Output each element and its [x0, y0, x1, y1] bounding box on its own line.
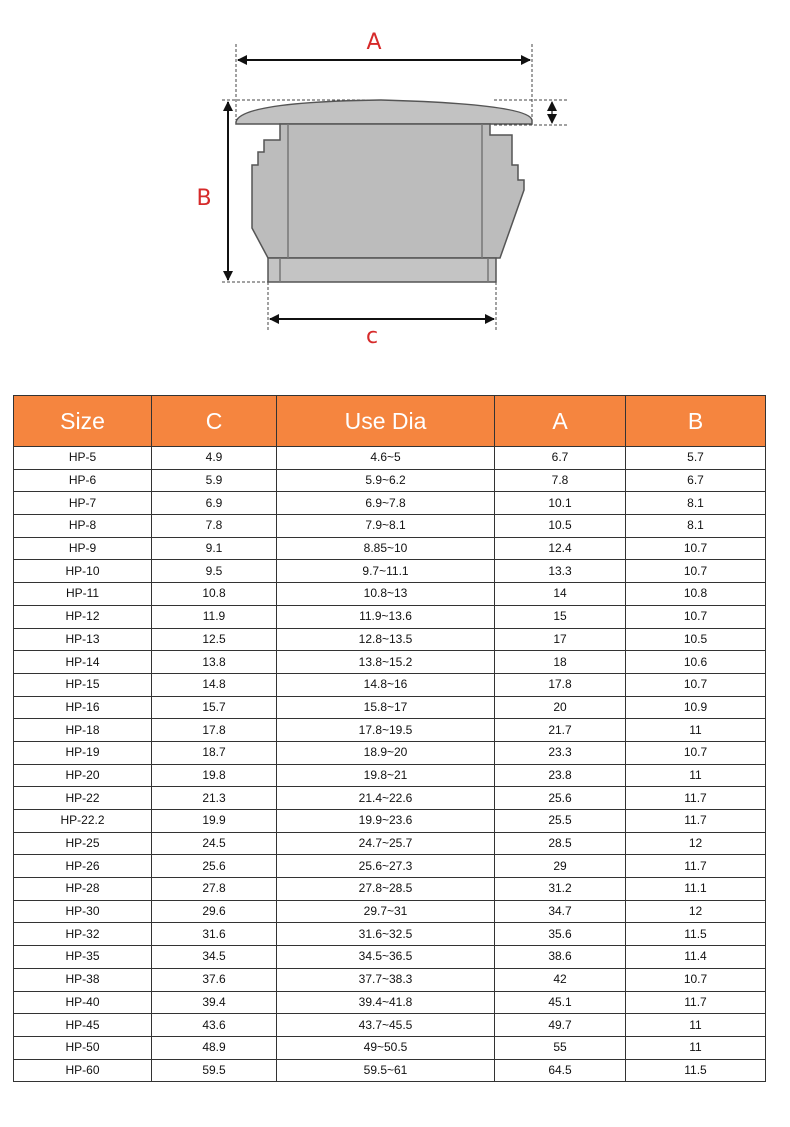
c-cell: 48.9 [152, 1036, 277, 1059]
size-cell: HP-12 [14, 605, 152, 628]
b-cell: 8.1 [626, 515, 766, 538]
c-cell: 6.9 [152, 492, 277, 515]
a-cell: 64.5 [495, 1059, 626, 1082]
a-cell: 23.3 [495, 741, 626, 764]
table-row [14, 1059, 766, 1082]
a-cell: 10.1 [495, 492, 626, 515]
b-cell: 12 [626, 832, 766, 855]
size-cell: HP-20 [14, 764, 152, 787]
table-row [14, 515, 766, 538]
b-cell: 10.7 [626, 673, 766, 696]
a-cell: 49.7 [495, 1014, 626, 1037]
a-cell: 55 [495, 1036, 626, 1059]
table-row [14, 583, 766, 606]
b-cell: 10.7 [626, 605, 766, 628]
table-header-row [14, 396, 766, 447]
size-cell: HP-13 [14, 628, 152, 651]
b-cell: 11.7 [626, 787, 766, 810]
a-cell: 42 [495, 968, 626, 991]
use-dia-cell: 7.9~8.1 [277, 515, 495, 538]
size-cell: HP-10 [14, 560, 152, 583]
c-cell: 34.5 [152, 946, 277, 969]
table-row [14, 832, 766, 855]
use-dia-cell: 34.5~36.5 [277, 946, 495, 969]
a-cell: 25.5 [495, 810, 626, 833]
size-cell: HP-7 [14, 492, 152, 515]
table-row [14, 968, 766, 991]
use-dia-cell: 25.6~27.3 [277, 855, 495, 878]
table-row [14, 447, 766, 470]
b-cell: 10.9 [626, 696, 766, 719]
a-cell: 15 [495, 605, 626, 628]
use-dia-cell: 59.5~61 [277, 1059, 495, 1082]
c-cell: 4.9 [152, 447, 277, 470]
a-cell: 45.1 [495, 991, 626, 1014]
size-spec-table [13, 395, 766, 1082]
use-dia-cell: 18.9~20 [277, 741, 495, 764]
b-cell: 11.1 [626, 878, 766, 901]
b-cell: 10.7 [626, 560, 766, 583]
a-cell: 31.2 [495, 878, 626, 901]
dimension-c-label: c [365, 324, 379, 349]
c-cell: 19.9 [152, 810, 277, 833]
use-dia-cell: 43.7~45.5 [277, 1014, 495, 1037]
a-cell: 7.8 [495, 469, 626, 492]
size-cell: HP-5 [14, 447, 152, 470]
size-cell: HP-30 [14, 900, 152, 923]
a-cell: 38.6 [495, 946, 626, 969]
use-dia-cell: 21.4~22.6 [277, 787, 495, 810]
a-cell: 34.7 [495, 900, 626, 923]
table-row [14, 469, 766, 492]
a-cell: 23.8 [495, 764, 626, 787]
a-cell: 10.5 [495, 515, 626, 538]
size-cell: HP-60 [14, 1059, 152, 1082]
table-row [14, 651, 766, 674]
dimension-a-label: A [366, 30, 382, 55]
a-cell: 29 [495, 855, 626, 878]
use-dia-cell: 10.8~13 [277, 583, 495, 606]
c-cell: 18.7 [152, 741, 277, 764]
use-dia-cell: 31.6~32.5 [277, 923, 495, 946]
b-cell: 10.5 [626, 628, 766, 651]
c-cell: 15.7 [152, 696, 277, 719]
dimension-b-label: B [196, 186, 212, 211]
b-cell: 11.4 [626, 946, 766, 969]
c-cell: 29.6 [152, 900, 277, 923]
b-cell: 11.7 [626, 855, 766, 878]
c-cell: 39.4 [152, 991, 277, 1014]
a-cell: 12.4 [495, 537, 626, 560]
a-cell: 17.8 [495, 673, 626, 696]
table-row [14, 492, 766, 515]
size-cell: HP-26 [14, 855, 152, 878]
table-row [14, 900, 766, 923]
b-cell: 11 [626, 719, 766, 742]
b-cell: 10.6 [626, 651, 766, 674]
c-cell: 21.3 [152, 787, 277, 810]
size-cell: HP-35 [14, 946, 152, 969]
c-cell: 12.5 [152, 628, 277, 651]
column-header-b: B [626, 396, 766, 447]
size-cell: HP-45 [14, 1014, 152, 1037]
b-cell: 10.7 [626, 537, 766, 560]
hole-plug-dimension-diagram [0, 0, 790, 380]
table-row [14, 855, 766, 878]
size-cell: HP-19 [14, 741, 152, 764]
table-row [14, 719, 766, 742]
c-cell: 24.5 [152, 832, 277, 855]
use-dia-cell: 6.9~7.8 [277, 492, 495, 515]
table-row [14, 787, 766, 810]
plug-cross-section [236, 100, 532, 282]
c-cell: 11.9 [152, 605, 277, 628]
a-cell: 14 [495, 583, 626, 606]
table-row [14, 1014, 766, 1037]
a-cell: 25.6 [495, 787, 626, 810]
b-cell: 5.7 [626, 447, 766, 470]
use-dia-cell: 39.4~41.8 [277, 991, 495, 1014]
size-cell: HP-40 [14, 991, 152, 1014]
table-row [14, 696, 766, 719]
c-cell: 14.8 [152, 673, 277, 696]
table-row [14, 560, 766, 583]
b-cell: 8.1 [626, 492, 766, 515]
use-dia-cell: 15.8~17 [277, 696, 495, 719]
b-cell: 12 [626, 900, 766, 923]
table-row [14, 1036, 766, 1059]
c-cell: 59.5 [152, 1059, 277, 1082]
table-row [14, 764, 766, 787]
column-header-c: C [152, 396, 277, 447]
use-dia-cell: 27.8~28.5 [277, 878, 495, 901]
a-cell: 20 [495, 696, 626, 719]
b-cell: 11.7 [626, 991, 766, 1014]
column-header-size: Size [14, 396, 152, 447]
b-cell: 11.7 [626, 810, 766, 833]
size-cell: HP-15 [14, 673, 152, 696]
c-cell: 43.6 [152, 1014, 277, 1037]
use-dia-cell: 19.9~23.6 [277, 810, 495, 833]
use-dia-cell: 37.7~38.3 [277, 968, 495, 991]
column-header-a: A [495, 396, 626, 447]
use-dia-cell: 4.6~5 [277, 447, 495, 470]
c-cell: 17.8 [152, 719, 277, 742]
c-cell: 10.8 [152, 583, 277, 606]
size-cell: HP-9 [14, 537, 152, 560]
size-cell: HP-38 [14, 968, 152, 991]
b-cell: 11 [626, 1036, 766, 1059]
table-row [14, 923, 766, 946]
size-cell: HP-16 [14, 696, 152, 719]
use-dia-cell: 24.7~25.7 [277, 832, 495, 855]
c-cell: 27.8 [152, 878, 277, 901]
plug-body [252, 124, 524, 258]
b-cell: 11.5 [626, 923, 766, 946]
b-cell: 10.7 [626, 741, 766, 764]
use-dia-cell: 8.85~10 [277, 537, 495, 560]
b-cell: 11.5 [626, 1059, 766, 1082]
table-row [14, 878, 766, 901]
b-cell: 10.8 [626, 583, 766, 606]
size-cell: HP-8 [14, 515, 152, 538]
a-cell: 35.6 [495, 923, 626, 946]
c-cell: 31.6 [152, 923, 277, 946]
a-cell: 17 [495, 628, 626, 651]
b-cell: 11 [626, 764, 766, 787]
a-cell: 6.7 [495, 447, 626, 470]
table-row [14, 946, 766, 969]
use-dia-cell: 14.8~16 [277, 673, 495, 696]
table-row [14, 991, 766, 1014]
size-cell: HP-18 [14, 719, 152, 742]
size-cell: HP-14 [14, 651, 152, 674]
use-dia-cell: 49~50.5 [277, 1036, 495, 1059]
use-dia-cell: 19.8~21 [277, 764, 495, 787]
table-row [14, 605, 766, 628]
plug-base [268, 258, 496, 282]
c-cell: 9.5 [152, 560, 277, 583]
size-cell: HP-32 [14, 923, 152, 946]
a-cell: 13.3 [495, 560, 626, 583]
plug-cap [236, 100, 532, 124]
use-dia-cell: 11.9~13.6 [277, 605, 495, 628]
c-cell: 9.1 [152, 537, 277, 560]
size-cell: HP-6 [14, 469, 152, 492]
column-header-use-dia: Use Dia [277, 396, 495, 447]
use-dia-cell: 13.8~15.2 [277, 651, 495, 674]
table-row [14, 628, 766, 651]
size-cell: HP-22 [14, 787, 152, 810]
table-row [14, 673, 766, 696]
use-dia-cell: 17.8~19.5 [277, 719, 495, 742]
size-cell: HP-50 [14, 1036, 152, 1059]
c-cell: 13.8 [152, 651, 277, 674]
size-cell: HP-28 [14, 878, 152, 901]
table-row [14, 537, 766, 560]
c-cell: 25.6 [152, 855, 277, 878]
c-cell: 19.8 [152, 764, 277, 787]
b-cell: 6.7 [626, 469, 766, 492]
size-cell: HP-22.2 [14, 810, 152, 833]
table-row [14, 810, 766, 833]
table-row [14, 741, 766, 764]
use-dia-cell: 29.7~31 [277, 900, 495, 923]
b-cell: 10.7 [626, 968, 766, 991]
b-cell: 11 [626, 1014, 766, 1037]
a-cell: 21.7 [495, 719, 626, 742]
use-dia-cell: 9.7~11.1 [277, 560, 495, 583]
a-cell: 18 [495, 651, 626, 674]
use-dia-cell: 5.9~6.2 [277, 469, 495, 492]
c-cell: 7.8 [152, 515, 277, 538]
table-body [14, 447, 766, 1082]
a-cell: 28.5 [495, 832, 626, 855]
size-cell: HP-11 [14, 583, 152, 606]
c-cell: 5.9 [152, 469, 277, 492]
size-cell: HP-25 [14, 832, 152, 855]
use-dia-cell: 12.8~13.5 [277, 628, 495, 651]
c-cell: 37.6 [152, 968, 277, 991]
